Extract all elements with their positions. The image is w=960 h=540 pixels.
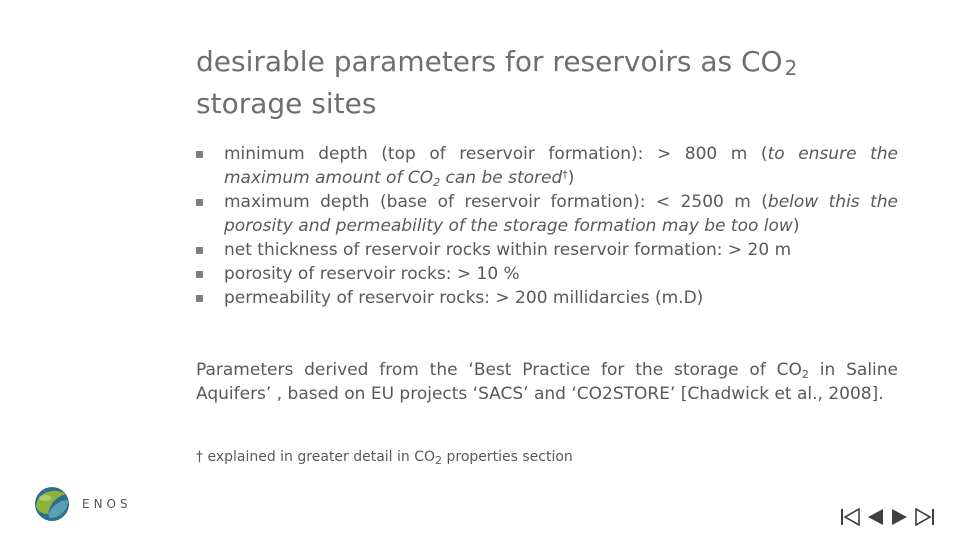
- bullet-marker: [196, 247, 203, 254]
- bullet-marker: [196, 151, 203, 158]
- subscript: 2: [433, 176, 441, 189]
- footnote: † explained in greater detail in $CO_2$ properties section: [196, 449, 573, 467]
- bullet-text: ): [567, 168, 575, 188]
- bullet-italic: can be stored: [440, 168, 563, 188]
- bullet-marker: [196, 271, 203, 278]
- bullet-text: permeability of reservoir rocks: > 200 millidarcies (m.D): [224, 288, 704, 308]
- source-paragraph: Parameters derived from the ‘Best Practice for the storage of $CO_2$ in Saline Aquifers’ , based on EU projects ‘SACS’ and ‘CO2STORE’ [Chadwick et al., 2008].: [196, 360, 898, 404]
- bullet-marker: [196, 199, 203, 206]
- bullet-text: maximum depth (base of reservoir formation): < 2500 m (: [224, 192, 768, 212]
- title-line1: desirable parameters for reservoirs as CO: [196, 45, 783, 78]
- list-item: [196, 262, 898, 286]
- previous-slide-icon[interactable]: [863, 505, 887, 529]
- list-item: [196, 286, 898, 310]
- dagger-mark: †: [562, 168, 568, 181]
- next-slide-icon[interactable]: [888, 505, 912, 529]
- first-slide-icon[interactable]: [838, 505, 862, 529]
- title-line2: storage sites: [196, 87, 377, 120]
- bullet-text: porosity of reservoir rocks: > 10 %: [224, 264, 520, 284]
- last-slide-icon[interactable]: [913, 505, 937, 529]
- subscript: 2: [801, 368, 809, 381]
- list-item: [196, 190, 898, 238]
- parameter-list: [196, 142, 898, 310]
- slide-navigation: [838, 505, 938, 529]
- title-subscript: 2: [784, 56, 798, 80]
- bullet-text: net thickness of reservoir rocks within reservoir formation: > 20 m: [224, 240, 792, 260]
- slide-title: [196, 44, 896, 122]
- logo-text: ENOS: [82, 497, 132, 511]
- bullet-text: ): [792, 216, 800, 236]
- bullet-italic: to ensure the maximum amount of CO: [224, 144, 898, 188]
- bullet-marker: [196, 295, 203, 302]
- list-item: [196, 238, 898, 262]
- list-item: [196, 142, 898, 190]
- subscript: 2: [435, 454, 443, 467]
- bullet-text: minimum depth (top of reservoir formation): > 800 m (: [224, 144, 768, 164]
- bullet-italic: below this the porosity and permeability of the storage formation may be too low: [224, 192, 898, 236]
